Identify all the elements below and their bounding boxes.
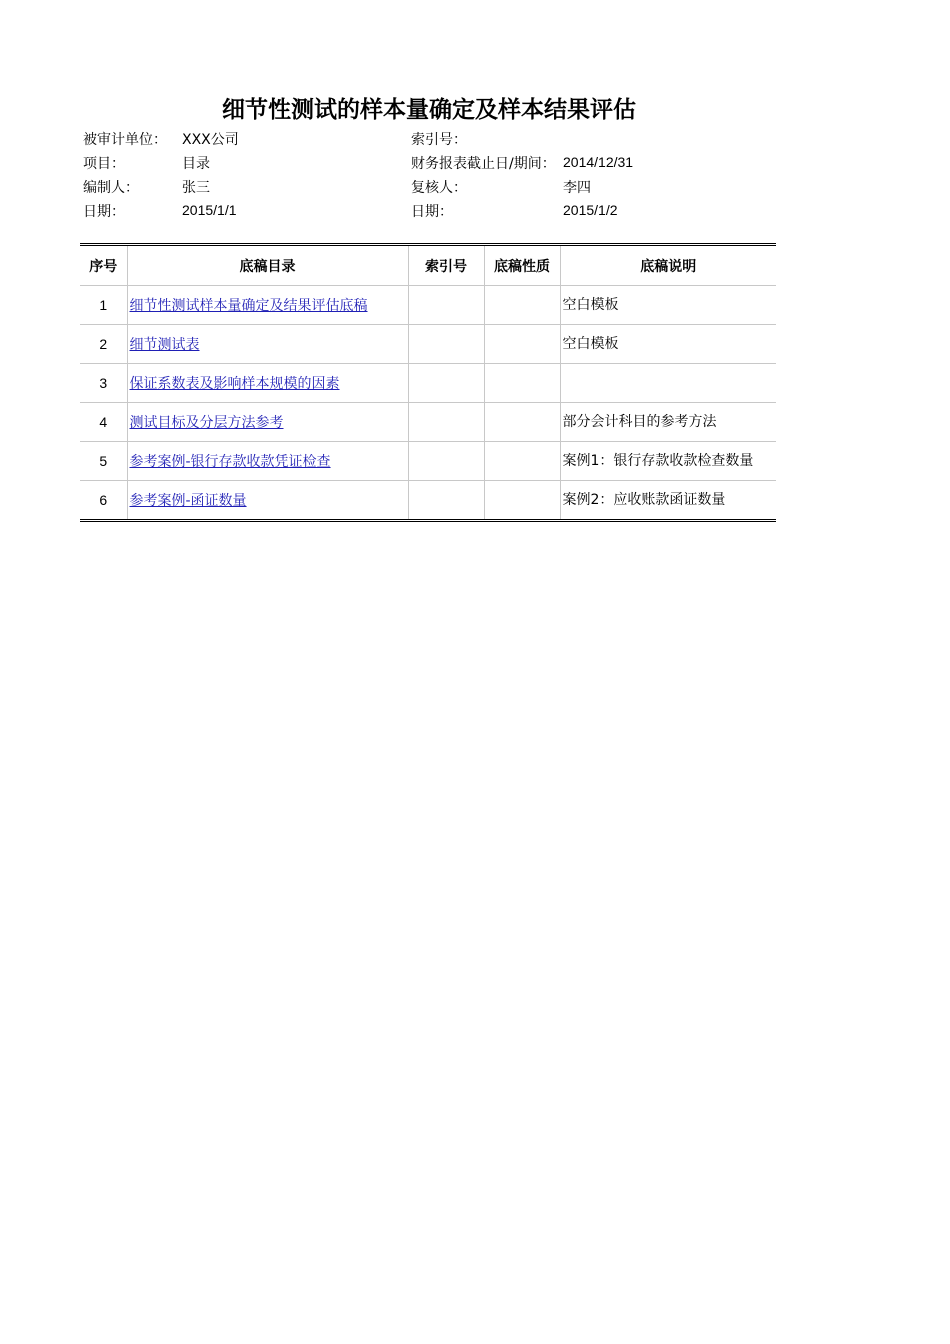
row-nature (484, 286, 560, 325)
workpaper-link[interactable]: 参考案例-函证数量 (129, 493, 247, 509)
project-value: 目录 (182, 156, 210, 172)
header-index: 索引号 (408, 245, 484, 286)
row-nature (484, 403, 560, 442)
date-value-right: 2015/1/2 (563, 202, 618, 218)
row-seq: 6 (80, 481, 127, 521)
workpaper-index-table (80, 243, 776, 522)
workpaper-link[interactable]: 细节测试表 (129, 337, 200, 353)
table-row (80, 286, 776, 325)
header-workpaper-name: 底稿目录 (127, 245, 408, 286)
preparer-label: 编制人： (83, 180, 139, 196)
preparer-value: 张三 (182, 180, 210, 196)
row-nature (484, 325, 560, 364)
row-nature (484, 481, 560, 521)
row-index (408, 481, 484, 521)
row-nature (484, 442, 560, 481)
row-seq: 2 (80, 325, 127, 364)
reviewer-label: 复核人： (411, 180, 467, 196)
row-seq: 5 (80, 442, 127, 481)
workpaper-link[interactable]: 参考案例-银行存款收款凭证检查 (129, 454, 331, 470)
period-value: 2014/12/31 (563, 154, 634, 170)
period-label: 财务报表截止日/期间： (411, 156, 556, 172)
workpaper-link[interactable]: 保证系数表及影响样本规模的因素 (129, 376, 340, 392)
row-index (408, 325, 484, 364)
row-description: 案例2：应收账款函证数量 (560, 481, 776, 521)
row-description: 空白模板 (560, 286, 776, 325)
row-seq: 1 (80, 286, 127, 325)
table-row (80, 442, 776, 481)
header-seq: 序号 (80, 245, 127, 286)
header-nature: 底稿性质 (484, 245, 560, 286)
row-seq: 3 (80, 364, 127, 403)
row-index (408, 364, 484, 403)
row-index (408, 403, 484, 442)
table-row (80, 325, 776, 364)
row-index (408, 286, 484, 325)
row-seq: 4 (80, 403, 127, 442)
audited-unit-value: XXX公司 (182, 132, 239, 148)
table-row (80, 403, 776, 442)
table-row (80, 481, 776, 521)
date-label-left: 日期： (83, 204, 125, 220)
reviewer-value: 李四 (563, 180, 591, 196)
audited-unit-label: 被审计单位： (83, 132, 167, 148)
row-description (560, 364, 776, 403)
table-header-row (80, 245, 776, 286)
date-value-left: 2015/1/1 (182, 202, 237, 218)
index-label: 索引号： (411, 132, 467, 148)
row-description: 案例1：银行存款收款检查数量 (560, 442, 776, 481)
row-nature (484, 364, 560, 403)
table-row (80, 364, 776, 403)
project-label: 项目： (83, 156, 125, 172)
row-description: 空白模板 (560, 325, 776, 364)
date-label-right: 日期： (411, 204, 453, 220)
header-description: 底稿说明 (560, 245, 776, 286)
workpaper-link[interactable]: 测试目标及分层方法参考 (129, 415, 284, 431)
row-index (408, 442, 484, 481)
row-description: 部分会计科目的参考方法 (560, 403, 776, 442)
page-title: 细节性测试的样本量确定及样本结果评估 (222, 97, 636, 123)
workpaper-link[interactable]: 细节性测试样本量确定及结果评估底稿 (129, 298, 368, 314)
